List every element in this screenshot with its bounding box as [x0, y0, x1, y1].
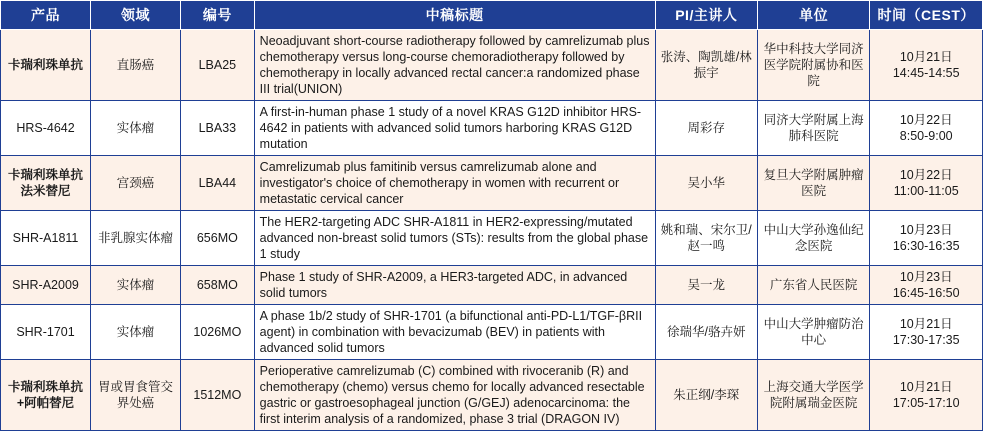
- column-header-pi: PI/主讲人: [655, 1, 757, 30]
- column-header-title: 中稿标题: [254, 1, 655, 30]
- cell-product: 卡瑞利珠单抗 法米替尼: [1, 156, 91, 211]
- cell-number: 656MO: [181, 211, 255, 266]
- cell-pi: 徐瑞华/骆卉妍: [655, 305, 757, 360]
- cell-area: 实体瘤: [91, 305, 181, 360]
- cell-title: Neoadjuvant short-course radiotherapy followed by camrelizumab plus chemotherapy versus long-course chemoradiotherapy followed by chemotherapy in locally advanced rectal cancer:a randomized phase III trial(UNION): [254, 30, 655, 101]
- cell-product: SHR-1701: [1, 305, 91, 360]
- cell-title: Phase 1 study of SHR-A2009, a HER3-targeted ADC, in advanced solid tumors: [254, 266, 655, 305]
- cell-title: Perioperative camrelizumab (C) combined with rivoceranib (R) and chemotherapy (chemo) versus chemo for locally advanced resectable gastric or gastroesophageal junction (G/GEJ) adenocarcinoma: the first interim analysis of a randomized, phase 3 trial (DRAGON IV): [254, 360, 655, 431]
- cell-product: HRS-4642: [1, 101, 91, 156]
- column-header-number: 编号: [181, 1, 255, 30]
- cell-time: 10月21日 17:05-17:10: [870, 360, 983, 431]
- cell-number: 1026MO: [181, 305, 255, 360]
- column-header-org: 单位: [757, 1, 870, 30]
- cell-time: 10月23日 16:45-16:50: [870, 266, 983, 305]
- table-row: [1, 360, 983, 431]
- cell-org: 中山大学孙逸仙纪念医院: [757, 211, 870, 266]
- column-header-area: 领域: [91, 1, 181, 30]
- cell-area: 胃或胃食管交界处癌: [91, 360, 181, 431]
- cell-area: 实体瘤: [91, 101, 181, 156]
- table-header: [1, 1, 983, 30]
- column-header-time: 时间（CEST）: [870, 1, 983, 30]
- cell-area: 宫颈癌: [91, 156, 181, 211]
- cell-time: 10月22日 11:00-11:05: [870, 156, 983, 211]
- cell-number: LBA33: [181, 101, 255, 156]
- cell-number: 1512MO: [181, 360, 255, 431]
- cell-org: 广东省人民医院: [757, 266, 870, 305]
- cell-title: A first-in-human phase 1 study of a novel KRAS G12D inhibitor HRS-4642 in patients with advanced solid tumors harboring KRAS G12D mutation: [254, 101, 655, 156]
- cell-title: A phase 1b/2 study of SHR-1701 (a bifunctional anti-PD-L1/TGF-βRII agent) in combination with bevacizumab (BEV) in patients with advanced solid tumors: [254, 305, 655, 360]
- cell-org: 复旦大学附属肿瘤医院: [757, 156, 870, 211]
- cell-org: 上海交通大学医学院附属瑞金医院: [757, 360, 870, 431]
- cell-number: 658MO: [181, 266, 255, 305]
- cell-org: 中山大学肿瘤防治中心: [757, 305, 870, 360]
- cell-area: 非乳腺实体瘤: [91, 211, 181, 266]
- cell-pi: 周彩存: [655, 101, 757, 156]
- table-body: [1, 30, 983, 431]
- table-row: [1, 211, 983, 266]
- table-header-row: [1, 1, 983, 30]
- cell-number: LBA25: [181, 30, 255, 101]
- table-row: [1, 101, 983, 156]
- cell-pi: 姚和瑞、宋尔卫/赵一鸣: [655, 211, 757, 266]
- cell-product: 卡瑞利珠单抗 +阿帕替尼: [1, 360, 91, 431]
- cell-time: 10月22日 8:50-9:00: [870, 101, 983, 156]
- table-row: [1, 30, 983, 101]
- cell-product: 卡瑞利珠单抗: [1, 30, 91, 101]
- cell-title: Camrelizumab plus famitinib versus camrelizumab alone and investigator's choice of chemotherapy in women with recurrent or metastatic cervical cancer: [254, 156, 655, 211]
- cell-area: 直肠癌: [91, 30, 181, 101]
- cell-pi: 吴一龙: [655, 266, 757, 305]
- table-row: [1, 305, 983, 360]
- cell-time: 10月21日 14:45-14:55: [870, 30, 983, 101]
- cell-time: 10月21日 17:30-17:35: [870, 305, 983, 360]
- cell-pi: 朱正纲/李琛: [655, 360, 757, 431]
- cell-time: 10月23日 16:30-16:35: [870, 211, 983, 266]
- cell-pi: 张涛、陶凯雄/林振宇: [655, 30, 757, 101]
- cell-number: LBA44: [181, 156, 255, 211]
- cell-product: SHR-A1811: [1, 211, 91, 266]
- cell-title: The HER2-targeting ADC SHR-A1811 in HER2-expressing/mutated advanced non-breast solid tumors (STs): results from the global phase 1 study: [254, 211, 655, 266]
- table-row: [1, 266, 983, 305]
- cell-area: 实体瘤: [91, 266, 181, 305]
- table-row: [1, 156, 983, 211]
- cell-product: SHR-A2009: [1, 266, 91, 305]
- column-header-product: 产品: [1, 1, 91, 30]
- cell-org: 华中科技大学同济医学院附属协和医院: [757, 30, 870, 101]
- cell-pi: 吴小华: [655, 156, 757, 211]
- cell-org: 同济大学附属上海肺科医院: [757, 101, 870, 156]
